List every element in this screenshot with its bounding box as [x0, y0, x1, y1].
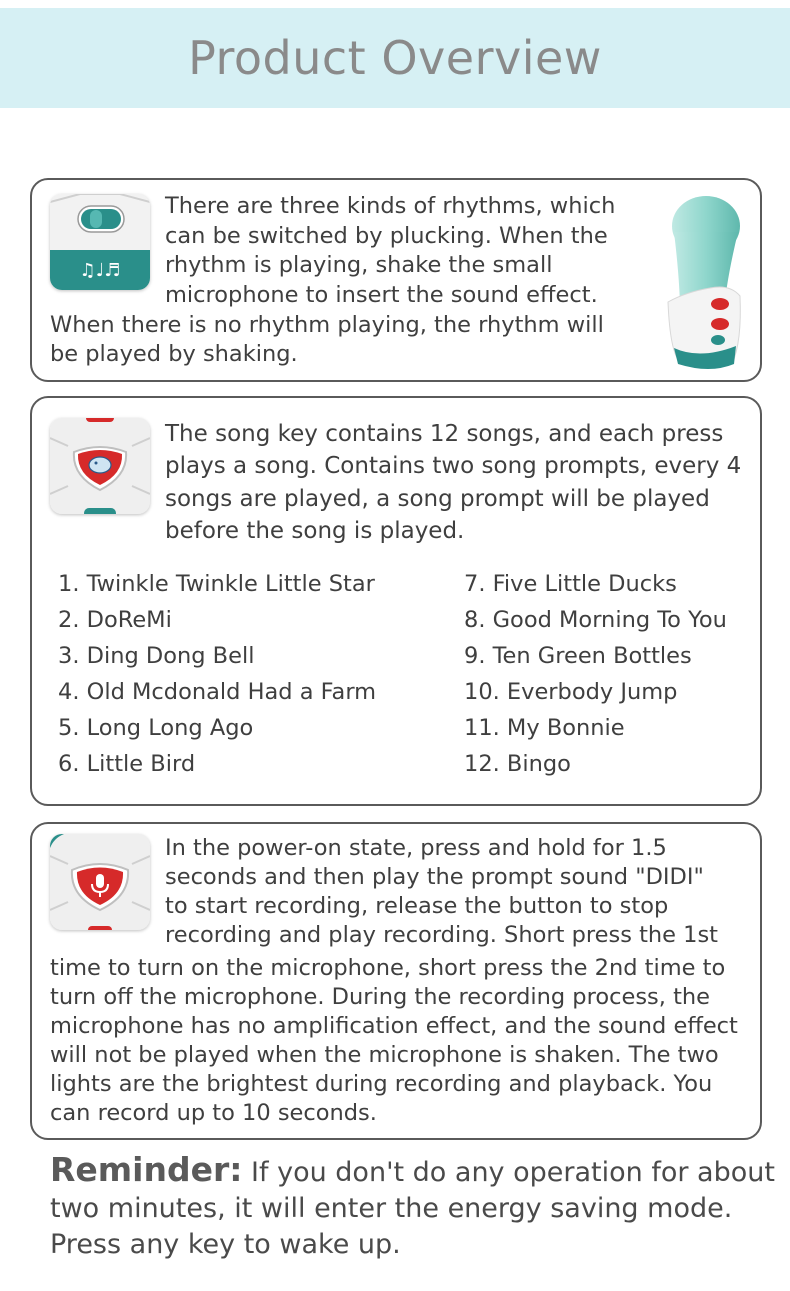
song-item: 11. My Bonnie [464, 715, 625, 741]
song-list-right [464, 566, 727, 782]
rhythm-switch-icon [50, 194, 150, 290]
songs-card [30, 396, 762, 806]
reminder-label: Reminder: [50, 1150, 243, 1189]
record-text-6: turn off the microphone. During the recording process, the [50, 984, 710, 1010]
song-item: 5. Long Long Ago [58, 715, 254, 741]
reminder-text-2: two minutes, it will enter the energy saving mode. [50, 1193, 733, 1224]
rhythm-text-4: microphone to insert the sound effect. [165, 282, 598, 308]
song-item: 9. Ten Green Bottles [464, 643, 692, 669]
song-item: 4. Old Mcdonald Had a Farm [58, 679, 377, 705]
record-button-icon [50, 834, 150, 930]
rhythm-text-1: There are three kinds of rhythms, which [165, 193, 616, 219]
reminder-text-3: Press any key to wake up. [50, 1229, 401, 1260]
rhythm-text-3: rhythm is playing, shake the small [165, 252, 553, 278]
song-item: 7. Five Little Ducks [464, 571, 677, 597]
songs-text-3: songs are played, a song prompt will be played [165, 486, 710, 512]
record-text-10: can record up to 10 seconds. [50, 1100, 377, 1126]
song-item: 6. Little Bird [58, 751, 196, 777]
song-item: 8. Good Morning To You [464, 607, 727, 633]
record-text-8: will not be played when the microphone is shaken. The two [50, 1042, 719, 1068]
recording-card [30, 822, 762, 1140]
record-text-1: In the power-on state, press and hold for 1.5 [165, 835, 667, 861]
record-text-9: lights are the brightest during recording and playback. You [50, 1071, 713, 1097]
page-title: Product Overview [188, 31, 602, 85]
record-text-7: microphone has no amplification effect, and the sound effect [50, 1013, 738, 1039]
song-key-icon [50, 418, 150, 514]
song-item: 12. Bingo [464, 751, 571, 777]
song-item: 2. DoReMi [58, 607, 172, 633]
song-item: 10. Everbody Jump [464, 679, 678, 705]
songs-text-1: The song key contains 12 songs, and each press [165, 421, 724, 447]
header-banner [0, 8, 790, 108]
rhythm-text-6: be played by shaking. [50, 341, 298, 367]
songs-text-4: before the song is played. [165, 518, 465, 544]
record-text-2: seconds and then play the prompt sound "DIDI" [165, 864, 704, 890]
record-text-5: time to turn on the microphone, short press the 2nd time to [50, 955, 726, 981]
rhythm-text-5: When there is no rhythm playing, the rhythm will [50, 312, 604, 338]
song-list-left [58, 566, 376, 782]
songs-text-2: plays a song. Contains two song prompts, every 4 [165, 453, 742, 479]
record-text-4: recording and play recording. Short press the 1st [165, 922, 719, 948]
song-item: 3. Ding Dong Bell [58, 643, 255, 669]
record-text-3: to start recording, release the button to stop [165, 893, 669, 919]
microphone-toy-image [650, 192, 750, 378]
rhythm-card [30, 178, 762, 382]
rhythm-text-2: can be switched by plucking. When the [165, 223, 608, 249]
reminder-text-1: If you don't do any operation for about [242, 1157, 775, 1188]
svg-text:♫♩♬: ♫♩♬ [79, 260, 121, 281]
reminder-block [50, 1150, 775, 1263]
song-item: 1. Twinkle Twinkle Little Star [58, 571, 375, 597]
